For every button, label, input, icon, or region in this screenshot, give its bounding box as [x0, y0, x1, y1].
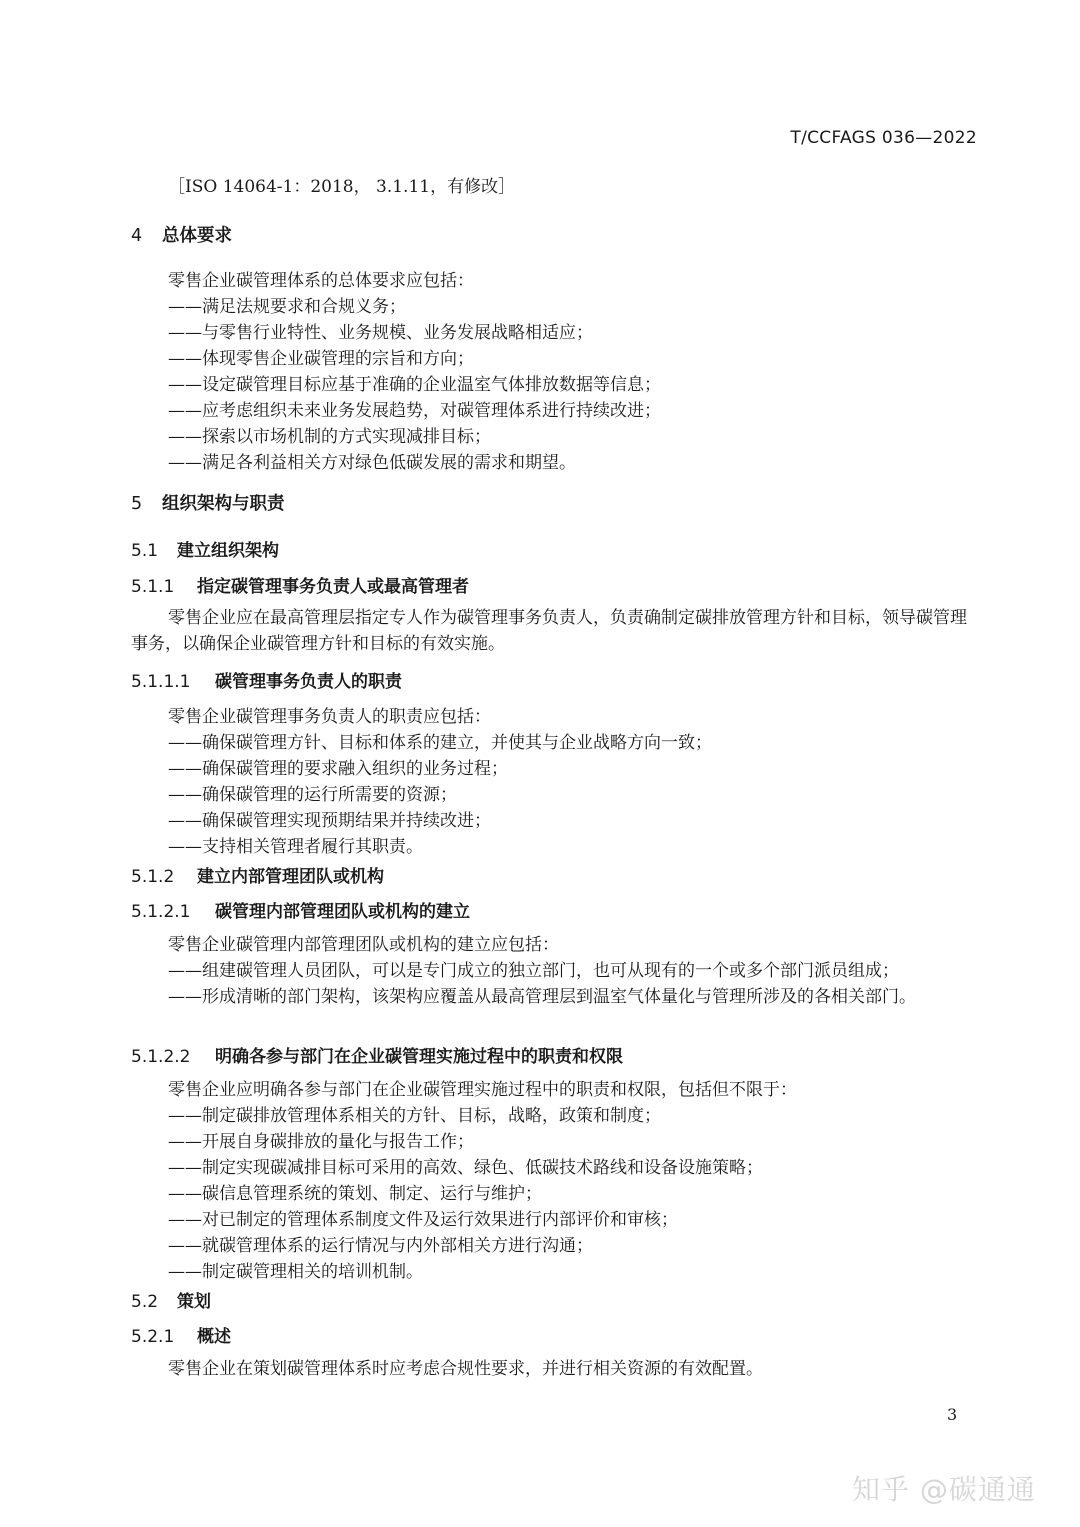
section-number: 5.2.1	[131, 1327, 175, 1347]
section-title: 碳管理内部管理团队或机构的建立	[215, 902, 470, 922]
list-item: ——满足法规要求和合规义务；	[168, 297, 406, 317]
section-number: 5.2	[131, 1292, 159, 1312]
section-title: 碳管理事务负责人的职责	[215, 672, 402, 692]
list-item: ——碳信息管理系统的策划、制定、运行与维护；	[168, 1184, 542, 1204]
list-item: ——与零售行业特性、业务规模、业务发展战略相适应；	[168, 323, 593, 343]
section-5-1-2-1-heading	[131, 897, 470, 922]
section-title: 策划	[177, 1292, 211, 1312]
list-item: ——制定碳管理相关的培训机制。	[168, 1262, 423, 1282]
list-item: ——支持相关管理者履行其职责。	[168, 837, 423, 857]
section-5-1-1-heading	[131, 572, 469, 597]
section-number: 4	[131, 226, 143, 246]
list-item: ——开展自身碳排放的量化与报告工作；	[168, 1132, 474, 1152]
list-item: ——满足各利益相关方对绿色低碳发展的需求和期望。	[168, 453, 576, 473]
list-item: ——对已制定的管理体系制度文件及运行效果进行内部评价和审核；	[168, 1210, 678, 1230]
section-5-1-2-heading	[131, 862, 384, 887]
list-item: ——制定碳排放管理体系相关的方针、目标，战略，政策和制度；	[168, 1106, 661, 1126]
section-title: 明确各参与部门在企业碳管理实施过程中的职责和权限	[215, 1047, 623, 1067]
reference-note: ［ISO 14064-1：2018， 3.1.11，有修改］	[168, 177, 516, 197]
list-item: ——设定碳管理目标应基于准确的企业温室气体排放数据等信息；	[168, 375, 661, 395]
list-item: ——形成清晰的部门架构，该架构应覆盖从最高管理层到温室气体量化与管理所涉及的各相关部门。	[168, 987, 916, 1007]
section-title: 组织架构与职责	[162, 494, 285, 514]
list-item: ——就碳管理体系的运行情况与内外部相关方进行沟通；	[168, 1236, 593, 1256]
section-5-1-heading	[131, 536, 279, 561]
section-5-2-1-heading	[131, 1322, 231, 1347]
section-number: 5.1.1.1	[131, 672, 191, 692]
section-5-1-2-2-intro: 零售企业应明确各参与部门在企业碳管理实施过程中的职责和权限，包括但不限于：	[168, 1080, 797, 1100]
list-item: ——确保碳管理的要求融入组织的业务过程；	[168, 759, 508, 779]
list-item: ——确保碳管理实现预期结果并持续改进；	[168, 811, 491, 831]
section-5-1-1-1-intro: 零售企业碳管理事务负责人的职责应包括：	[168, 707, 491, 727]
section-4-heading	[131, 222, 232, 247]
section-5-1-1-paragraph: 零售企业应在最高管理层指定专人作为碳管理事务负责人，负责确制定碳排放管理方针和目标，领导碳管理事务，以确保企业碳管理方针和目标的有效实施。	[131, 608, 967, 654]
section-title: 总体要求	[162, 226, 232, 246]
list-item: ——确保碳管理方针、目标和体系的建立，并使其与企业战略方向一致；	[168, 733, 712, 753]
page-number: 3	[947, 1405, 958, 1424]
list-item: ——探索以市场机制的方式实现减排目标；	[168, 427, 491, 447]
section-5-heading	[131, 490, 285, 515]
section-5-1-2-1-intro: 零售企业碳管理内部管理团队或机构的建立应包括：	[168, 935, 559, 955]
section-number: 5	[131, 494, 143, 514]
list-item: ——体现零售企业碳管理的宗旨和方向；	[168, 349, 474, 369]
section-title: 建立组织架构	[177, 541, 279, 561]
document-code: T/CCFAGS 036—2022	[790, 128, 977, 148]
section-number: 5.1.2.1	[131, 902, 191, 922]
section-5-2-1-paragraph: 零售企业在策划碳管理体系时应考虑合规性要求，并进行相关资源的有效配置。	[168, 1359, 763, 1379]
section-number: 5.1.2	[131, 867, 175, 887]
section-5-2-heading	[131, 1287, 211, 1312]
section-number: 5.1.1	[131, 577, 175, 597]
list-item: ——确保碳管理的运行所需要的资源；	[168, 785, 457, 805]
section-title: 概述	[197, 1327, 231, 1347]
list-item: ——应考虑组织未来业务发展趋势，对碳管理体系进行持续改进；	[168, 401, 661, 421]
section-5-1-1-1-heading	[131, 667, 402, 692]
list-item: ——制定实现碳减排目标可采用的高效、绿色、低碳技术路线和设备设施策略；	[168, 1158, 763, 1178]
section-5-1-2-2-heading	[131, 1042, 623, 1067]
section-number: 5.1.2.2	[131, 1047, 191, 1067]
section-number: 5.1	[131, 541, 159, 561]
section-title: 建立内部管理团队或机构	[197, 867, 384, 887]
section-title: 指定碳管理事务负责人或最高管理者	[197, 577, 469, 597]
list-item: ——组建碳管理人员团队，可以是专门成立的独立部门，也可从现有的一个或多个部门派员组成；	[168, 961, 899, 981]
section-4-intro: 零售企业碳管理体系的总体要求应包括：	[168, 271, 474, 291]
watermark: 知乎 @碳通通	[852, 1473, 1036, 1506]
